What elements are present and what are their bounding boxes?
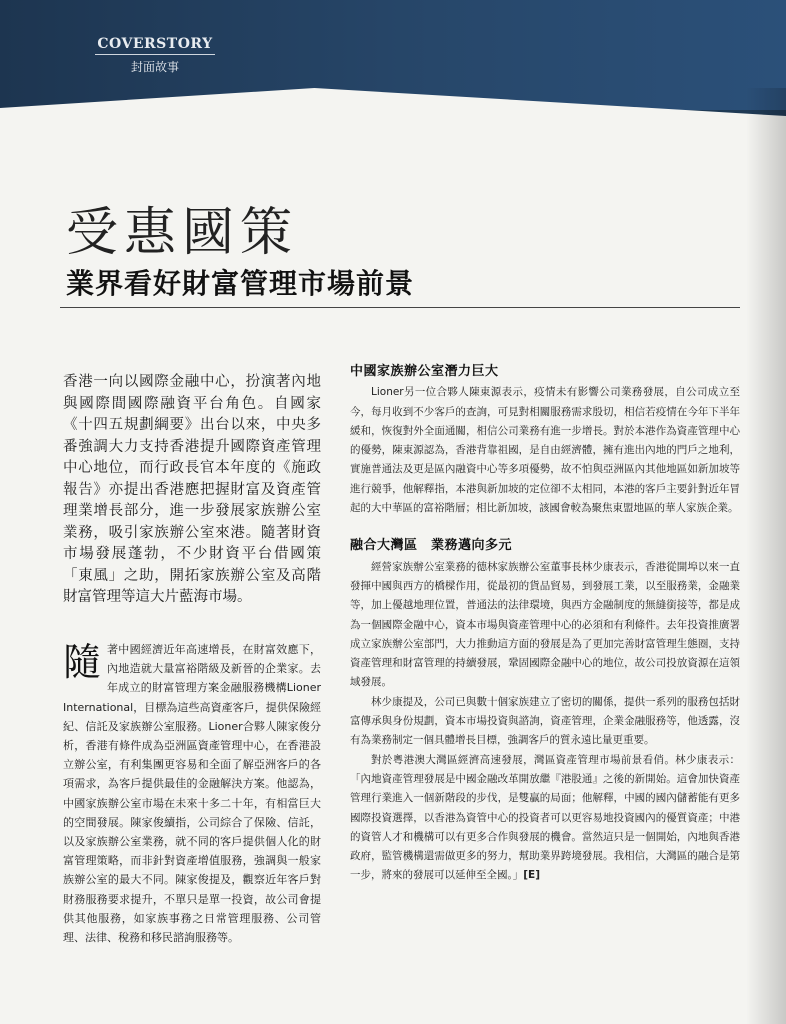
section1-paragraph: Lioner另一位合夥人陳東源表示，疫情未有影響公司業務發展，自公司成立至今，每月收到不少客戶的查詢，可見對相關服務需求殷切，相信若疫情在今年下半年緩和，恢復對外全面通關，相信公司業務有進一步增長。對於本港作為資產管理中心的優勢，陳東源認為，香港背靠祖國，是自由經濟體，擁有進出內地的門戶之地利，實施普通法及更是區內融資中心等多項優勢，故不怕與亞洲區內其他地區如新加坡等進行競爭，他解釋指，本港與新加坡的定位卻不太相同，本港的客戶主要針對近年冒起的大中華區的富裕階層；相比新加坡，該國會較為聚焦東盟地區的華人家族企業。 bbox=[350, 386, 740, 515]
page-shadow bbox=[746, 88, 786, 1024]
lead-paragraph: 香港一向以國際金融中心，扮演著內地與國際間國際融資平台角色。自國家《十四五規劃綱要》出台以來，中央多番強調大力支持香港提升國際資產管理中心地位，而行政長官本年度的《施政報告》亦提出香港應把握財富及資產管理業增長部分，進一步發展家族辦公室業務，吸引家族辦公室來港。隨著財資市場發展蓬勃，不少財資平台借國策「東風」之助，開拓家族辦公室及高階財富管理等這大片藍海市場。 bbox=[63, 374, 321, 605]
end-mark: [E] bbox=[523, 869, 541, 882]
section-heading-2: 融合大灣區 業務邁向多元 bbox=[350, 538, 513, 554]
article-lead bbox=[63, 372, 321, 609]
left-column-body bbox=[63, 640, 321, 947]
section2-paragraph-3-text: 對於粵港澳大灣區經濟高速發展，灣區資產管理市場前景看俏。林少康表示：「內地資產管理發展是中國金融改革開放繼『港股通』之後的新開始。這會加快資產管理行業進入一個新階段的步伐，是雙贏的局面；他解釋，中國的國內儲蓄能有更多國際投資選擇，以香港為資管中心的投資者可以更容易地投資國內的優質資產；中港的資管人才和機構可以有更多合作與發展的機會。當然這只是一個開始，內地與香港政府，監管機構還需做更多的努力，幫助業界跨境發展。我相信，大灣區的融合是第一步，將來的發展可以延伸至全國。」 bbox=[350, 753, 740, 882]
drop-cap: 隨 bbox=[63, 640, 102, 684]
section-heading-1: 中國家族辦公室潛力巨大 bbox=[350, 364, 499, 379]
article-title: 受惠國策 bbox=[66, 203, 299, 263]
title-divider bbox=[60, 307, 740, 308]
section2-paragraph-2: 林少康提及，公司已與數十個家族建立了密切的關係，提供一系列的服務包括財富傳承與身份規劃，資本市場投資與諮詢，資產管理，企業金融服務等，他透露，沒有為業務制定一個具體增長目標，強調客戶的質永遠比量更重要。 bbox=[350, 695, 740, 747]
section2-paragraph-1: 經營家族辦公室業務的德林家族辦公室董事長林少康表示，香港從開埠以來一直發揮中國與西方的橋樑作用，從最初的貨品貿易，到發展工業，以至服務業，金融業等，加上優越地理位置，普通法的法律環境，與西方金融制度的無縫銜接等，都是成為一個國際金融中心，資本市場與資產管理中心的必須和有利條件。去年投資推廣署成立家族辦公室部門，大力推動這方面的發展是為了更加完善財富管理生態圈，支持資產管理和財富管理的持續發展，鞏固國際金融中心的地位，故公司投放資源在這領域發展。 bbox=[350, 560, 740, 689]
left-body-paragraph: 著中國經濟近年高速增長，在財富效應下，內地造就大量富裕階級及新晉的企業家。去年成立的財富管理方案金融服務機構Lioner International，目標為這些高資產客戶，提供保險經紀、信託及家族辦公室服務。Lioner合夥人陳家俊分析，香港有條件成為亞洲區資產管理中心，在香港設立辦公室，有利集團更容易和全面了解亞洲客戶的各項需求，為客戶提供最佳的金融解決方案。他認為，中國家族辦公室市場在未來十多二十年，有相當巨大的空間發展。陳家俊續指，公司綜合了保險、信託，以及家族辦公室業務，就不同的客戶提供個人化的財富管理策略，而非針對資產增值服務，強調與一般家族辦公室的最大不同。陳家俊提及，觀察近年客戶對財務服務要求提升，不單只是單一投資，故公司會提供其他服務，如家族事務之日常管理服務、公司管理、法律、稅務和移民諮詢服務等。 bbox=[63, 643, 321, 945]
section2-paragraph-3 bbox=[350, 751, 740, 886]
right-column bbox=[350, 362, 740, 886]
article-subtitle: 業界看好財富管理市場前景 bbox=[66, 267, 415, 300]
section-tag bbox=[95, 36, 215, 75]
section-label-chinese: 封面故事 bbox=[130, 60, 179, 74]
section-label-english: COVERSTORY bbox=[95, 36, 215, 55]
